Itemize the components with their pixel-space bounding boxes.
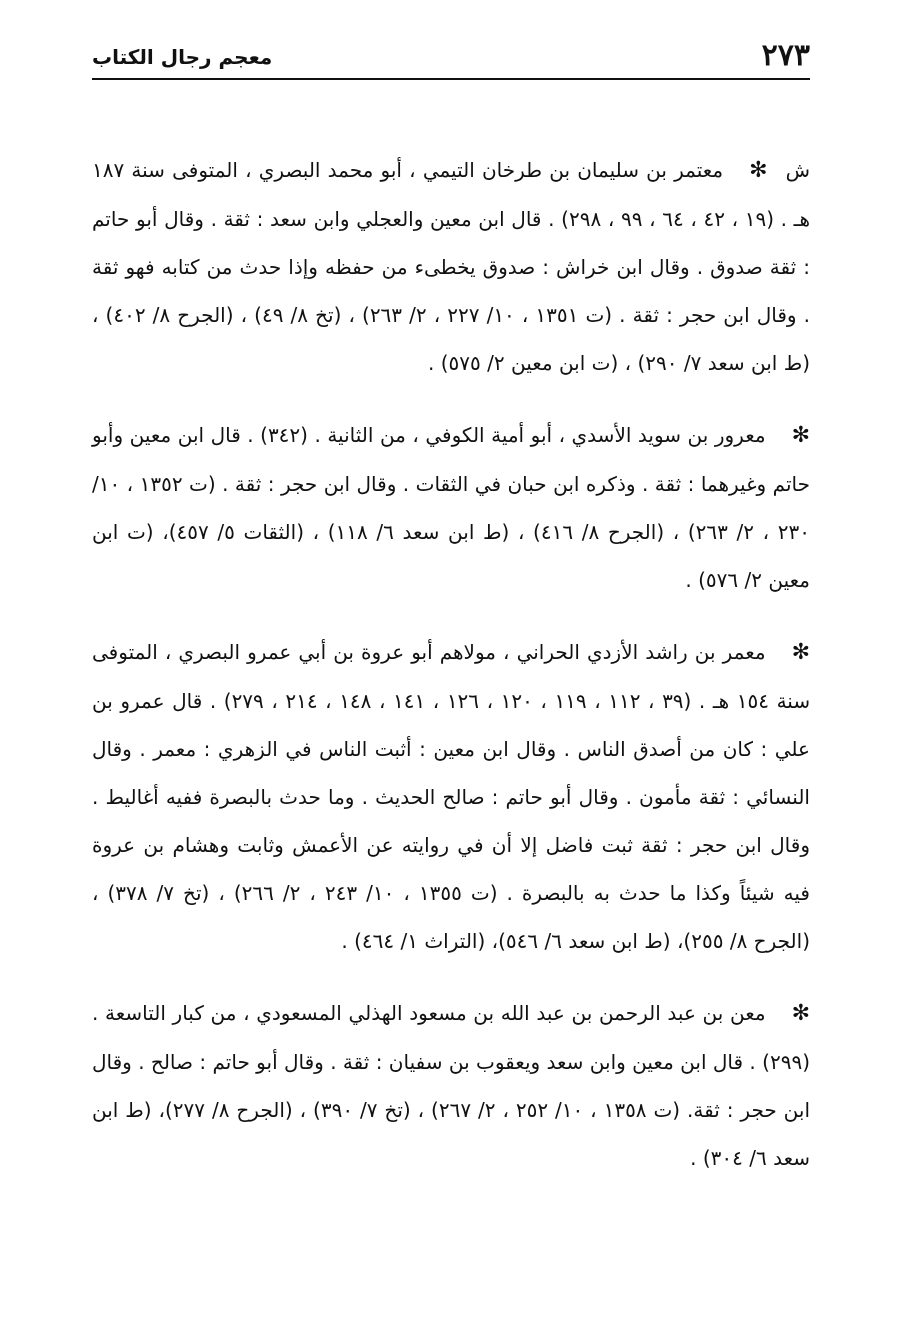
entry-code: ش bbox=[785, 158, 810, 182]
entry-maan bbox=[92, 989, 810, 1182]
running-title: معجم رجال الكتاب bbox=[92, 45, 273, 69]
asterisk-icon: ✻ bbox=[791, 1001, 810, 1026]
header-divider bbox=[92, 78, 810, 80]
asterisk-icon: ✻ bbox=[749, 158, 768, 183]
entry-text: معمر بن راشد الأزدي الحراني ، مولاهم أبو عروة بن أبي عمرو البصري ، المتوفى سنة ١٥٤ هـ . (٣٩ ، ١١٢ ، ١١٩ ، ١٢٠ ، ١٢٦ ، ١٤١ ، ١٤٨ ، ٢١٤ ، ٢٧٩) . قال عمرو بن علي : كان من أصدق الناس . وقال ابن معين : أثبت الناس في الزهري : معمر . وقال النسائي : ثقة مأمون . وقال أبو حاتم : صالح الحديث . وما حدث بالبصرة ففيه أغاليط . وقال ابن حجر : ثقة ثبت فاضل إلا أن في روايته عن الأعمش وثابت وهشام بن عروة فيه شيئاً وكذا ما حدث به بالبصرة . (ت ١٣٥٥ ، ١٠/ ٢٤٣ ، ٢/ ٢٦٦) ، (تخ ٧/ ٣٧٨) ، (الجرح ٨/ ٢٥٥)، (ط ابن سعد ٦/ ٥٤٦)، (التراث ١/ ٤٦٤) . bbox=[92, 640, 811, 953]
entry-muamar bbox=[92, 628, 810, 965]
asterisk-icon: ✻ bbox=[791, 423, 811, 448]
page-header bbox=[92, 38, 810, 78]
page-number: ٢٧٣ bbox=[761, 38, 810, 73]
asterisk-icon: ✻ bbox=[791, 640, 810, 665]
entry-text: معرور بن سويد الأسدي ، أبو أمية الكوفي ، من الثانية . (٣٤٢) . قال ابن معين وأبو حاتم وغيرهما : ثقة . وذكره ابن حبان في الثقات . وقال ابن حجر : ثقة . (ت ١٣٥٢ ، ١٠/ ٢٣٠ ، ٢/ ٢٦٣) ، (الجرح ٨/ ٤١٦) ، (ط ابن سعد ٦/ ١١٨) ، (الثقات ٥/ ٤٥٧)، (ت ابن معين ٢/ ٥٧٦) . bbox=[92, 423, 810, 592]
entry-muatamir bbox=[92, 146, 810, 387]
entry-text: معن بن عبد الرحمن بن عبد الله بن مسعود الهذلي المسعودي ، من كبار التاسعة . (٢٩٩) . قال ابن معين وابن سعد ويعقوب بن سفيان : ثقة . وقال أبو حاتم : صالح . وقال ابن حجر : ثقة. (ت ١٣٥٨ ، ١٠/ ٢٥٢ ، ٢/ ٢٦٧) ، (تخ ٧/ ٣٩٠) ، (الجرح ٨/ ٢٧٧)، (ط ابن سعد ٦/ ٣٠٤) . bbox=[92, 1001, 811, 1170]
entry-text: معتمر بن سليمان بن طرخان التيمي ، أبو محمد البصري ، المتوفى سنة ١٨٧ هـ . (١٩ ، ٤٢ ، ٦٤ ، ٩٩ ، ٢٩٨) . قال ابن معين والعجلي وابن سعد : ثقة . وقال أبو حاتم : ثقة صدوق . وقال ابن خراش : صدوق يخطىء من حفظه وإذا حدث من كتابه فهو ثقة . وقال ابن حجر : ثقة . (ت ١٣٥١ ، ١٠/ ٢٢٧ ، ٢/ ٢٦٣) ، (تخ ٨/ ٤٩) ، (الجرح ٨/ ٤٠٢) ، (ط ابن سعد ٧/ ٢٩٠) ، (ت ابن معين ٢/ ٥٧٥) . bbox=[92, 158, 811, 375]
entry-marur bbox=[92, 411, 810, 604]
page-body bbox=[92, 146, 810, 1206]
